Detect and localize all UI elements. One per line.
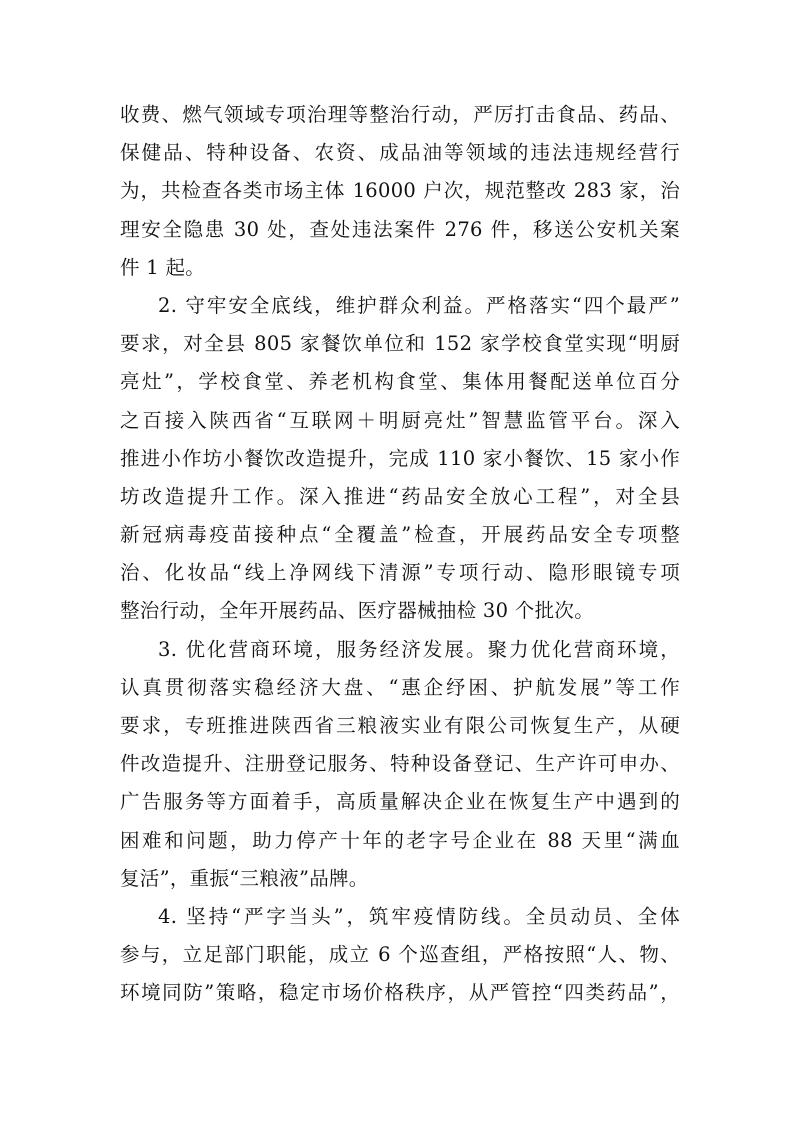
text-line: 件 1 起。	[120, 255, 206, 279]
text-line: 件改造提升、注册登记服务、特种设备登记、生产许可申办、	[120, 752, 680, 776]
text-line: 广告服务等方面着手，高质量解决企业在恢复生产中遇到的	[120, 790, 680, 814]
text-line: 认真贯彻落实稳经济大盘、“惠企纾困、护航发展”等工作	[120, 675, 680, 699]
text-line: 亮灶”，学校食堂、养老机构食堂、集体用餐配送单位百分	[120, 370, 680, 394]
text-line: 要求，专班推进陕西省三粮液实业有限公司恢复生产，从硬	[120, 714, 680, 737]
section-heading-line: 2. 守牢安全底线，维护群众利益。严格落实“四个最严”	[158, 293, 680, 317]
text-line: 要求，对全县 805 家餐饮单位和 152 家学校食堂实现“明厨	[120, 332, 680, 356]
text-line: 之百接入陕西省“互联网＋明厨亮灶”智慧监管平台。深入	[120, 408, 680, 432]
text-line: 理安全隐患 30 处，查处违法案件 276 件，移送公安机关案	[120, 217, 680, 241]
text-line: 参与，立足部门职能，成立 6 个巡查组，严格按照“人、物、	[120, 943, 680, 967]
text-line: 复活”，重振“三粮液”品牌。	[120, 866, 369, 890]
text-line: 收费、燃气领域专项治理等整治行动，严厉打击食品、药品、	[120, 103, 680, 126]
body-text	[120, 96, 680, 1013]
text-line: 困难和问题，助力停产十年的老字号企业在 88 天里“满血	[120, 828, 680, 852]
text-line: 治、化妆品“线上净网线下清源”专项行动、隐形眼镜专项	[120, 561, 680, 585]
text-line: 环境同防”策略，稳定市场价格秩序，从严管控“四类药品”，	[120, 981, 680, 1005]
text-line: 整治行动，全年开展药品、医疗器械抽检 30 个批次。	[120, 599, 595, 623]
text-line: 保健品、特种设备、农资、成品油等领域的违法违规经营行	[120, 141, 680, 165]
section-heading-line: 3. 优化营商环境，服务经济发展。聚力优化营商环境，	[158, 637, 680, 661]
text-line: 坊改造提升工作。深入推进“药品安全放心工程”，对全县	[120, 484, 680, 508]
text-line: 新冠病毒疫苗接种点“全覆盖”检查，开展药品安全专项整	[120, 523, 680, 547]
text-line: 推进小作坊小餐饮改造提升，完成 110 家小餐饮、15 家小作	[120, 446, 680, 470]
section-heading-line: 4. 坚持“严字当头”，筑牢疫情防线。全员动员、全体	[158, 904, 680, 928]
text-line: 为，共检查各类市场主体 16000 户次，规范整改 283 家，治	[120, 179, 680, 203]
